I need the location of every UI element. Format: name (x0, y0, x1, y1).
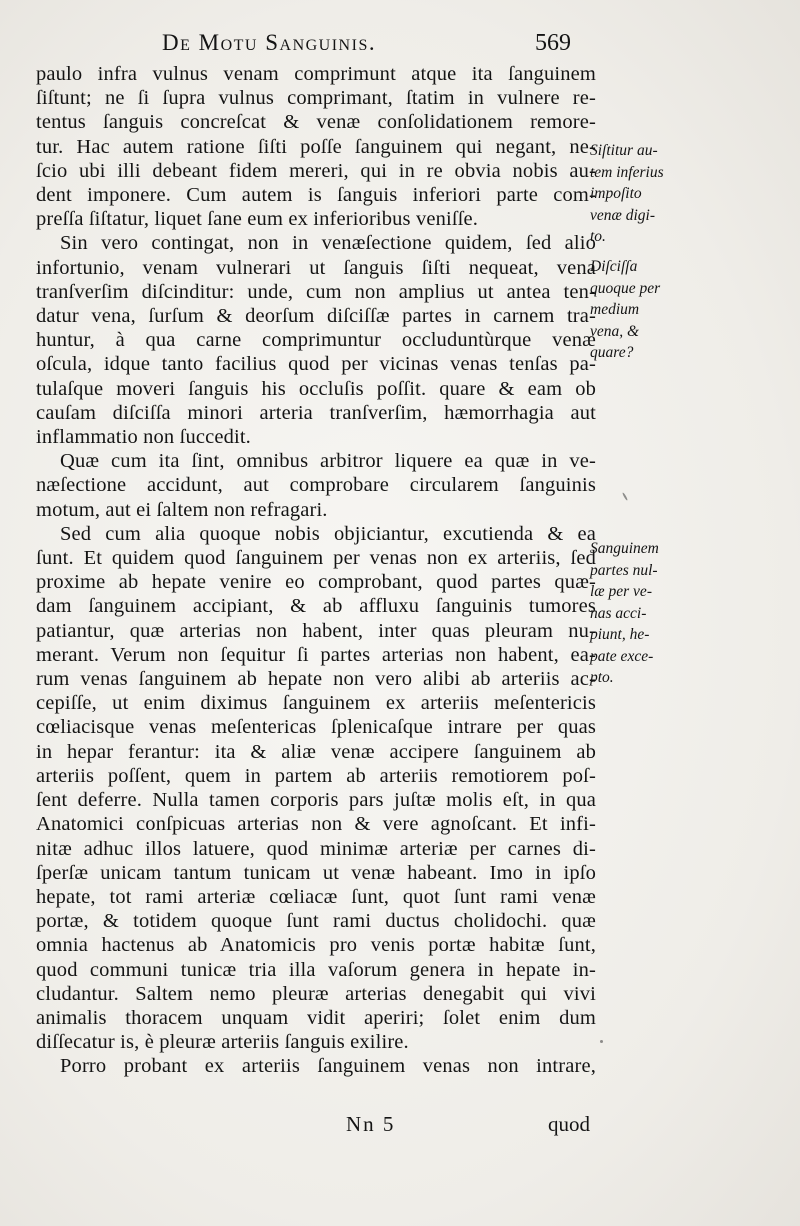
text-line: inflammatio non ſuccedit. (36, 426, 251, 449)
margin-note-line: to. (590, 228, 606, 245)
text-line: Anatomici conſpicuas arterias non & vere agnoſcant. Et infi- (36, 813, 596, 836)
text-line: cludantur. Saltem nemo pleuræ arterias denegabit qui vivi (36, 982, 596, 1005)
margin-note-line: læ per ve- (590, 583, 652, 600)
text-line: animalis thoracem unquam vidit aperiri; ſolet enim dum (36, 1006, 596, 1029)
paper-speck (600, 1040, 603, 1043)
running-head: De Motu Sanguinis. (162, 30, 377, 55)
text-line: proxime ab hepate venire eo comprobant, quod partes quæ- (36, 571, 596, 594)
text-line: Quæ cum ita ſint, omnibus arbitror liquere ea quæ in ve- (60, 450, 596, 473)
text-line: nitæ adhuc illos latuere, quod minimæ arteriæ per carnes di- (36, 837, 596, 860)
text-line: næſectione accidunt, aut comprobare circularem ſanguinis (36, 474, 596, 497)
margin-note-line: piunt, he- (590, 626, 650, 643)
text-line: ſcio ubi illi debeant fidem mereri, qui in re obvia nobis au- (36, 159, 596, 182)
text-line: dent imponere. Cum autem is ſanguis inferiori parte com- (36, 184, 596, 207)
text-line: merant. Verum non ſequitur ſi partes arterias non habent, ea- (36, 643, 596, 666)
text-line: oſcula, idque tanto facilius quod per vicinas venas tenſas pa- (36, 353, 596, 376)
text-line: omnia hactenus ab Anatomicis pro venis portæ habitæ ſunt, (36, 934, 596, 957)
text-line: diſſecatur is, è pleuræ arteriis ſanguis exilire. (36, 1031, 409, 1054)
signature-mark: Nn 5 (346, 1112, 396, 1136)
page-header (0, 30, 800, 60)
text-line: paulo infra vulnus venam comprimunt atque ita ſanguinem (36, 63, 596, 85)
margin-note-line: pate exce- (590, 647, 654, 665)
margin-note (590, 256, 710, 364)
text-line: hepate, tot rami arteriæ cœliacæ ſunt, quot ſunt rami venæ (36, 885, 596, 908)
text-line: Porro probant ex arteriis ſanguinem venas non intrare, (60, 1055, 596, 1078)
text-line: datur vena, ſurſum & deorſum diſciſſæ partes in carnem tra- (36, 305, 596, 328)
text-line: ſunt. Et quidem quod ſanguinem per venas non ex arteriis, ſed (36, 547, 596, 570)
margin-note-line: Sanguinem (590, 540, 659, 557)
margin-note (590, 538, 710, 689)
text-line: preſſa ſiſtatur, liquet ſane eum ex inferioribus veniſſe. (36, 208, 479, 231)
margin-note-line: medium (590, 301, 640, 318)
text-line: in hepar ferantur: ita & aliæ venæ accipere ſanguinem ab (36, 740, 596, 763)
margin-note-line: impoſito (590, 185, 642, 202)
margin-note-line: tem inferius (590, 163, 664, 181)
margin-note-line: vena, & (590, 322, 640, 340)
text-line: motum, aut ei ſaltem non refragari. (36, 498, 328, 521)
paper-speck (622, 492, 628, 501)
text-line: tentus ſanguis concreſcat & venæ conſolidationem remore- (36, 111, 596, 134)
text-line: tur. Hac autem ratione ſiſti poſſe ſanguinem qui negant, ne- (36, 135, 596, 158)
text-line: Sed cum alia quoque nobis objiciantur, excutienda & ea (60, 522, 596, 545)
text-line: Sin vero contingat, non in venæſectione quidem, ſed alio (60, 232, 596, 255)
margin-note-line: quare? (590, 344, 634, 361)
text-line: huntur, à qua carne comprimuntur occluduntùrque venæ (36, 329, 596, 352)
text-line: quod communi tunicæ tria illa vaſorum genera in hepate in- (36, 958, 596, 981)
text-line: ſiſtunt; ne ſi ſupra vulnus comprimant, ſtatim in vulnere re- (36, 87, 596, 110)
text-line: dam ſanguinem accipiant, & ab affluxu ſanguinis tumores (36, 595, 596, 618)
margin-note-line: Siſtitur au- (590, 142, 658, 159)
text-line: arteriis poſſent, quem in partem ab arteriis remotiorem poſ- (36, 764, 596, 787)
margin-note-line: partes nul- (590, 561, 658, 579)
text-line: tulaſque moveri ſanguis his occluſis poſſit. quare & eam ob (36, 377, 596, 400)
text-line: tranſverſim diſcinditur: unde, cum non amplius ut antea ten- (36, 280, 596, 303)
margin-note-line: nas acci- (590, 604, 647, 622)
text-line: cauſam diſciſſa minori arteria tranſverſim, hæmorrhagia aut (36, 401, 596, 424)
text-line: cœliacisque venas meſentericas ſplenicaſque intrare per quas (36, 716, 596, 739)
margin-note-line: pto. (590, 669, 614, 686)
text-line: patiantur, quæ arterias non habent, inter quas pleuram nu- (36, 619, 596, 642)
catchword: quod (548, 1112, 590, 1136)
text-line: portæ, & totidem quoque ſunt rami ductus cholidochi. quæ (36, 910, 596, 933)
margin-note-line: quoque per (590, 279, 661, 297)
text-line: infortunio, venam vulnerari ut ſanguis ſiſti nequeat, vena (36, 256, 596, 279)
body-text (36, 62, 596, 1079)
text-line: rum venas ſanguinem ab hepate non vero alibi ab arteriis ac- (36, 668, 596, 691)
text-line: ſperſæ unicam tantum tunicam ut venæ habeant. Imo in ipſo (36, 861, 596, 884)
text-line: ſent deferre. Nulla tamen corporis pars juſtæ molis eſt, in qua (36, 789, 596, 812)
page-number: 569 (535, 30, 571, 56)
margin-note-line: venæ digi- (590, 206, 655, 224)
margin-note (590, 140, 710, 248)
margin-note-line: Diſciſſa (590, 258, 638, 275)
text-line: cepiſſe, ut enim diximus ſanguinem ex arteriis meſentericis (36, 692, 596, 715)
page-footer (0, 1112, 800, 1142)
